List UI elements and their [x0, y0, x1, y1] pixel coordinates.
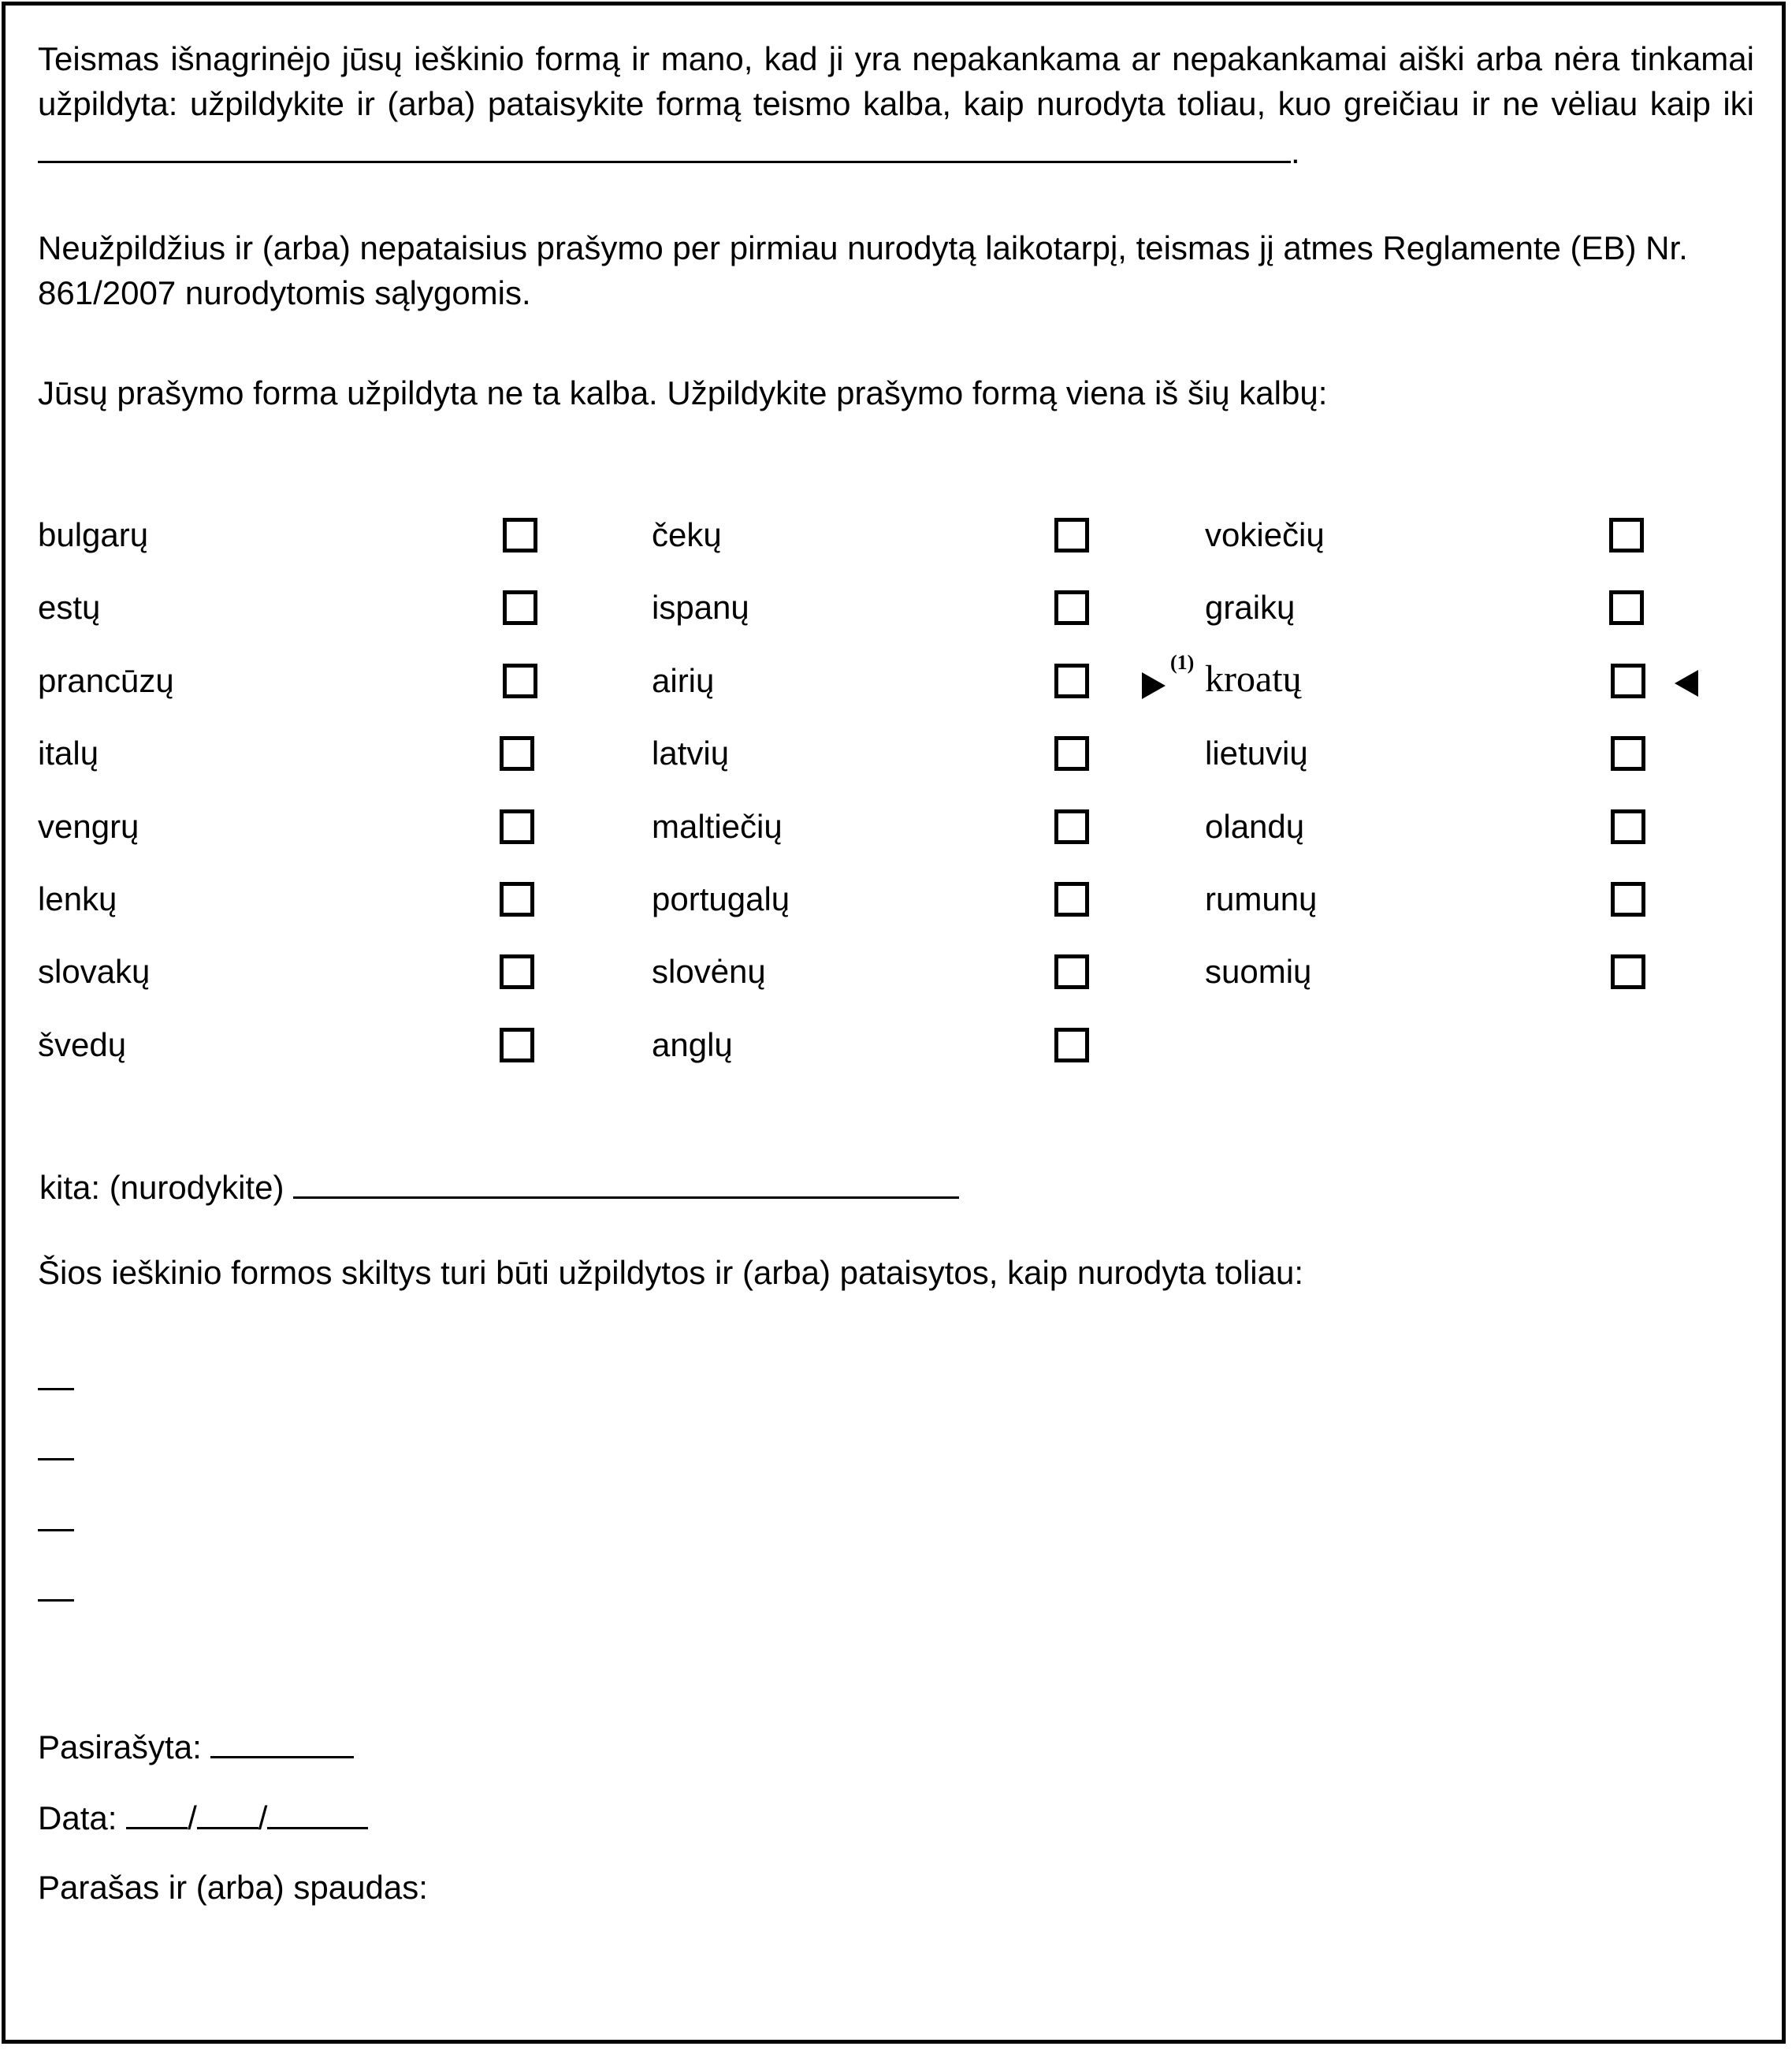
rejection-paragraph: Neužpildžius ir (arba) nepataisius prašymo per pirmiau nurodytą laikotarpį, teismas jį atmes Reglamente (EB) Nr. 861/2007 nurodytomis sąlygomis. — [38, 229, 1688, 311]
language-label: ispanų — [652, 589, 749, 626]
date-month-field[interactable] — [197, 1794, 258, 1829]
language-checkbox[interactable] — [1611, 736, 1645, 771]
language-checkbox[interactable] — [1609, 590, 1644, 625]
language-checkbox[interactable] — [1611, 954, 1645, 989]
signed-place-field[interactable] — [210, 1723, 354, 1758]
instruction-paragraph — [38, 36, 1754, 174]
language-label: švedų — [38, 1026, 127, 1063]
language-label: prancūzų — [38, 662, 174, 699]
insertion-end-marker-icon — [1675, 670, 1698, 697]
date-year-field[interactable] — [267, 1794, 368, 1829]
language-label: čekų — [652, 516, 722, 553]
language-checkbox[interactable] — [1054, 518, 1089, 552]
language-checkbox[interactable] — [500, 954, 534, 989]
language-checkbox[interactable] — [500, 1028, 534, 1062]
language-label: maltiečių — [652, 808, 783, 845]
language-checkbox[interactable] — [1611, 809, 1645, 844]
language-label: vengrų — [38, 808, 139, 845]
insertion-start-marker-icon — [1142, 672, 1166, 699]
language-checkbox[interactable] — [1054, 1028, 1089, 1062]
other-language-field[interactable] — [293, 1163, 959, 1199]
date-label: Data: — [38, 1799, 117, 1836]
language-label: vokiečių — [1205, 516, 1325, 553]
language-checkbox[interactable] — [1054, 882, 1089, 917]
section-entry-line[interactable] — [38, 1388, 74, 1390]
date-separator: / — [188, 1799, 197, 1836]
section-entry-line[interactable] — [38, 1529, 74, 1531]
deadline-field[interactable] — [38, 126, 1291, 163]
language-label: slovakų — [38, 953, 151, 990]
language-label: lietuvių — [1205, 735, 1308, 772]
language-checkbox[interactable] — [500, 736, 534, 771]
section-entry-line[interactable] — [38, 1599, 74, 1602]
instruction-text: Teismas išnagrinėjo jūsų ieškinio formą ir mano, kad ji yra nepakankama ar nepakankamai aiški arba nėra tinkamai užpildyta: užpildykite ir (arba) pataisykite formą teismo kalba, kaip nurodyta toliau, kuo greičiau ir ne vėliau kaip iki — [38, 40, 1754, 122]
language-checkbox[interactable] — [1054, 736, 1089, 771]
language-checkbox[interactable] — [503, 590, 537, 625]
language-label: bulgarų — [38, 516, 149, 553]
language-checkbox[interactable] — [500, 882, 534, 917]
instruction-end: . — [1291, 133, 1300, 170]
language-label: rumunų — [1205, 880, 1318, 917]
language-label: airių — [652, 662, 715, 699]
language-label: slovėnų — [652, 953, 766, 990]
date-row — [38, 1794, 368, 1840]
language-checkbox[interactable] — [500, 809, 534, 844]
section-entry-line[interactable] — [38, 1458, 74, 1460]
language-checkbox[interactable] — [1609, 518, 1644, 552]
language-label: suomių — [1205, 953, 1312, 990]
language-instruction: Jūsų prašymo forma užpildyta ne ta kalba. Užpildykite prašymo formą viena iš šių kalbų: — [38, 374, 1328, 411]
language-label: portugalų — [652, 880, 790, 917]
language-label: olandų — [1205, 808, 1305, 845]
language-checkbox[interactable] — [1611, 664, 1645, 698]
language-label: lenkų — [38, 880, 117, 917]
language-label: graikų — [1205, 589, 1296, 626]
language-checkbox[interactable] — [1611, 882, 1645, 917]
language-checkbox[interactable] — [1054, 590, 1089, 625]
language-checkbox[interactable] — [503, 664, 537, 698]
language-label: kroatų — [1205, 658, 1302, 700]
other-language-label: kita: (nurodykite) — [39, 1169, 284, 1206]
language-checkbox[interactable] — [503, 518, 537, 552]
signed-row — [38, 1723, 354, 1769]
signature-stamp-label: Parašas ir (arba) spaudas: — [38, 1869, 428, 1906]
language-label: latvių — [652, 735, 730, 772]
date-day-field[interactable] — [126, 1794, 188, 1829]
signed-label: Pasirašyta: — [38, 1728, 202, 1765]
sections-instruction: Šios ieškinio formos skiltys turi būti užpildytos ir (arba) pataisytos, kaip nurodyta toliau: — [38, 1254, 1304, 1291]
language-checkbox[interactable] — [1054, 664, 1089, 698]
language-checkbox[interactable] — [1054, 954, 1089, 989]
footnote-marker: (1) — [1170, 651, 1195, 674]
date-separator: / — [258, 1799, 268, 1836]
language-label: italų — [38, 735, 99, 772]
language-label: estų — [38, 589, 101, 626]
language-label: anglų — [652, 1026, 733, 1063]
language-checkbox[interactable] — [1054, 809, 1089, 844]
other-language-row — [39, 1163, 959, 1210]
